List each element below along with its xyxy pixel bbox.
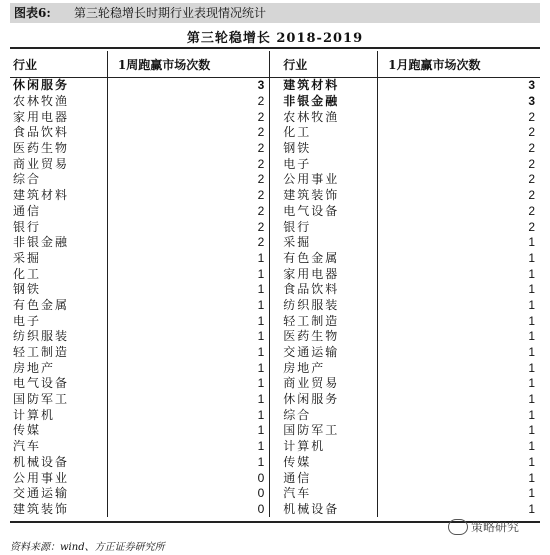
industry-left-cell: 传媒 [13,423,42,438]
industry-left-cell: 机械设备 [13,454,70,469]
value-left-cell: 1 [107,282,269,298]
value-right-cell: 1 [378,251,540,267]
industry-left-cell: 休闲服务 [13,78,70,93]
value-right-cell: 1 [378,298,540,314]
industry-right-cell: 电子 [283,156,312,171]
gap-cell [270,251,280,267]
value-right-cell: 1 [378,235,540,251]
figure-caption: 第三轮稳增长时期行业表现情况统计 [74,6,267,20]
value-left-cell: 1 [107,266,269,282]
table-row [10,172,540,188]
value-right-cell: 2 [378,125,540,141]
gap-cell [270,470,280,486]
top-rule [10,47,540,49]
industry-right-cell: 计算机 [283,439,326,454]
industry-right-cell: 通信 [283,470,312,485]
industry-right-cell: 有色金属 [283,250,340,265]
gap-cell [270,407,280,423]
industry-left-cell: 采掘 [13,250,42,265]
industry-left-cell: 电子 [13,313,42,328]
gap-cell [270,266,280,282]
figure-caption-bar [10,3,540,23]
gap-cell [270,455,280,471]
header-gap [270,51,280,78]
gap-cell [270,423,280,439]
industry-right-cell: 采掘 [283,235,312,250]
value-left-cell: 1 [107,298,269,314]
table-row [10,376,540,392]
value-right-cell: 1 [378,439,540,455]
value-right-cell: 2 [378,204,540,220]
value-right-cell: 1 [378,360,540,376]
table-row [10,204,540,220]
gap-cell [270,235,280,251]
value-right-cell: 1 [378,345,540,361]
industry-left-cell: 交通运输 [13,486,70,501]
industry-table [10,51,540,517]
industry-right-cell: 家用电器 [283,266,340,281]
industry-left-cell: 房地产 [13,360,56,375]
value-left-cell: 1 [107,345,269,361]
industry-right-cell: 传媒 [283,454,312,469]
gap-cell [270,204,280,220]
source-footer: 资料来源：wind、方正证券研究所 [10,542,165,553]
table-row [10,251,540,267]
gap-cell [270,219,280,235]
industry-right-cell: 公用事业 [283,172,340,187]
value-right-cell: 1 [378,329,540,345]
industry-left-cell: 家用电器 [13,109,70,124]
industry-right-cell: 食品饮料 [283,282,340,297]
header-value-right: 1月跑赢市场次数 [378,51,540,78]
table-row [10,282,540,298]
industry-left-cell: 国防军工 [13,392,70,407]
value-left-cell: 1 [107,392,269,408]
industry-right-cell: 国防军工 [283,423,340,438]
value-right-cell: 3 [378,78,540,94]
header-industry-left: 行业 [10,51,107,78]
gap-cell [270,392,280,408]
gap-cell [270,486,280,502]
value-right-cell: 1 [378,313,540,329]
industry-left-cell: 纺织服装 [13,329,70,344]
industry-right-cell: 交通运输 [283,345,340,360]
industry-left-cell: 农林牧渔 [13,94,70,109]
table-row [10,141,540,157]
table-row [10,329,540,345]
table-row [10,266,540,282]
value-right-cell: 1 [378,455,540,471]
table-row [10,313,540,329]
figure-label: 图表6: [14,6,51,20]
value-right-cell: 1 [378,376,540,392]
industry-right-cell: 机械设备 [283,501,340,516]
value-left-cell: 3 [107,78,269,94]
industry-right-cell: 化工 [283,125,312,140]
table-row [10,470,540,486]
industry-left-cell: 建筑材料 [13,188,70,203]
watermark-text: 策略研究 [471,520,520,534]
industry-right-cell: 建筑装饰 [283,188,340,203]
table-row [10,235,540,251]
value-right-cell: 1 [378,407,540,423]
table-row [10,219,540,235]
value-left-cell: 1 [107,407,269,423]
value-left-cell: 2 [107,109,269,125]
value-right-cell: 1 [378,392,540,408]
gap-cell [270,156,280,172]
gap-cell [270,282,280,298]
value-right-cell: 2 [378,219,540,235]
header-value-left: 1周跑赢市场次数 [107,51,269,78]
industry-left-cell: 商业贸易 [13,156,70,171]
table-row [10,407,540,423]
industry-left-cell: 非银金融 [13,235,70,250]
gap-cell [270,298,280,314]
industry-left-cell: 建筑装饰 [13,501,70,516]
value-right-cell: 2 [378,156,540,172]
value-left-cell: 2 [107,94,269,110]
value-left-cell: 1 [107,313,269,329]
gap-cell [270,188,280,204]
value-right-cell: 1 [378,266,540,282]
gap-cell [270,345,280,361]
industry-right-cell: 轻工制造 [283,313,340,328]
industry-left-cell: 钢铁 [13,282,42,297]
industry-left-cell: 计算机 [13,407,56,422]
value-left-cell: 1 [107,423,269,439]
header-industry-right: 行业 [280,51,377,78]
value-left-cell: 1 [107,360,269,376]
value-left-cell: 0 [107,470,269,486]
value-right-cell: 2 [378,109,540,125]
industry-right-cell: 农林牧渔 [283,109,340,124]
gap-cell [270,360,280,376]
value-left-cell: 2 [107,188,269,204]
value-left-cell: 0 [107,486,269,502]
table-row [10,392,540,408]
value-left-cell: 0 [107,502,269,518]
table-row [10,109,540,125]
value-left-cell: 1 [107,455,269,471]
gap-cell [270,502,280,518]
gap-cell [270,125,280,141]
gap-cell [270,78,280,94]
value-left-cell: 1 [107,376,269,392]
value-left-cell: 2 [107,125,269,141]
value-right-cell: 3 [378,94,540,110]
industry-right-cell: 综合 [283,407,312,422]
table-row [10,502,540,518]
value-right-cell: 1 [378,486,540,502]
watermark [448,518,519,535]
table-row [10,360,540,376]
table-row [10,78,540,94]
table-row [10,423,540,439]
table-row [10,298,540,314]
industry-right-cell: 医药生物 [283,329,340,344]
value-right-cell: 2 [378,172,540,188]
industry-right-cell: 纺织服装 [283,297,340,312]
table-row [10,125,540,141]
industry-left-cell: 轻工制造 [13,345,70,360]
value-left-cell: 1 [107,329,269,345]
industry-right-cell: 非银金融 [283,94,340,109]
table-header-row [10,51,540,78]
table-row [10,455,540,471]
industry-right-cell: 电气设备 [283,203,340,218]
industry-left-cell: 化工 [13,266,42,281]
table-row [10,486,540,502]
industry-left-cell: 电气设备 [13,376,70,391]
value-left-cell: 1 [107,251,269,267]
value-right-cell: 1 [378,502,540,518]
table-row [10,188,540,204]
value-left-cell: 2 [107,141,269,157]
value-right-cell: 1 [378,470,540,486]
industry-right-cell: 银行 [283,219,312,234]
table-row [10,94,540,110]
value-right-cell: 2 [378,188,540,204]
gap-cell [270,94,280,110]
gap-cell [270,109,280,125]
value-left-cell: 2 [107,219,269,235]
value-right-cell: 2 [378,141,540,157]
gap-cell [270,141,280,157]
table-row [10,439,540,455]
wechat-icon [448,519,468,535]
industry-left-cell: 公用事业 [13,470,70,485]
industry-right-cell: 商业贸易 [283,376,340,391]
value-left-cell: 2 [107,204,269,220]
gap-cell [270,172,280,188]
industry-left-cell: 综合 [13,172,42,187]
industry-right-cell: 建筑材料 [283,78,340,93]
industry-right-cell: 休闲服务 [283,392,340,407]
industry-left-cell: 银行 [13,219,42,234]
industry-right-cell: 房地产 [283,360,326,375]
gap-cell [270,313,280,329]
industry-right-cell: 钢铁 [283,141,312,156]
table-row [10,156,540,172]
industry-left-cell: 通信 [13,203,42,218]
industry-left-cell: 食品饮料 [13,125,70,140]
table-row [10,345,540,361]
value-left-cell: 2 [107,235,269,251]
gap-cell [270,439,280,455]
value-left-cell: 1 [107,439,269,455]
table-title: 第三轮稳增长 2018-2019 [186,31,364,46]
gap-cell [270,376,280,392]
value-left-cell: 2 [107,156,269,172]
gap-cell [270,329,280,345]
industry-right-cell: 汽车 [283,486,312,501]
value-right-cell: 1 [378,282,540,298]
industry-left-cell: 医药生物 [13,141,70,156]
value-right-cell: 1 [378,423,540,439]
industry-left-cell: 有色金属 [13,297,70,312]
industry-left-cell: 汽车 [13,439,42,454]
value-left-cell: 2 [107,172,269,188]
